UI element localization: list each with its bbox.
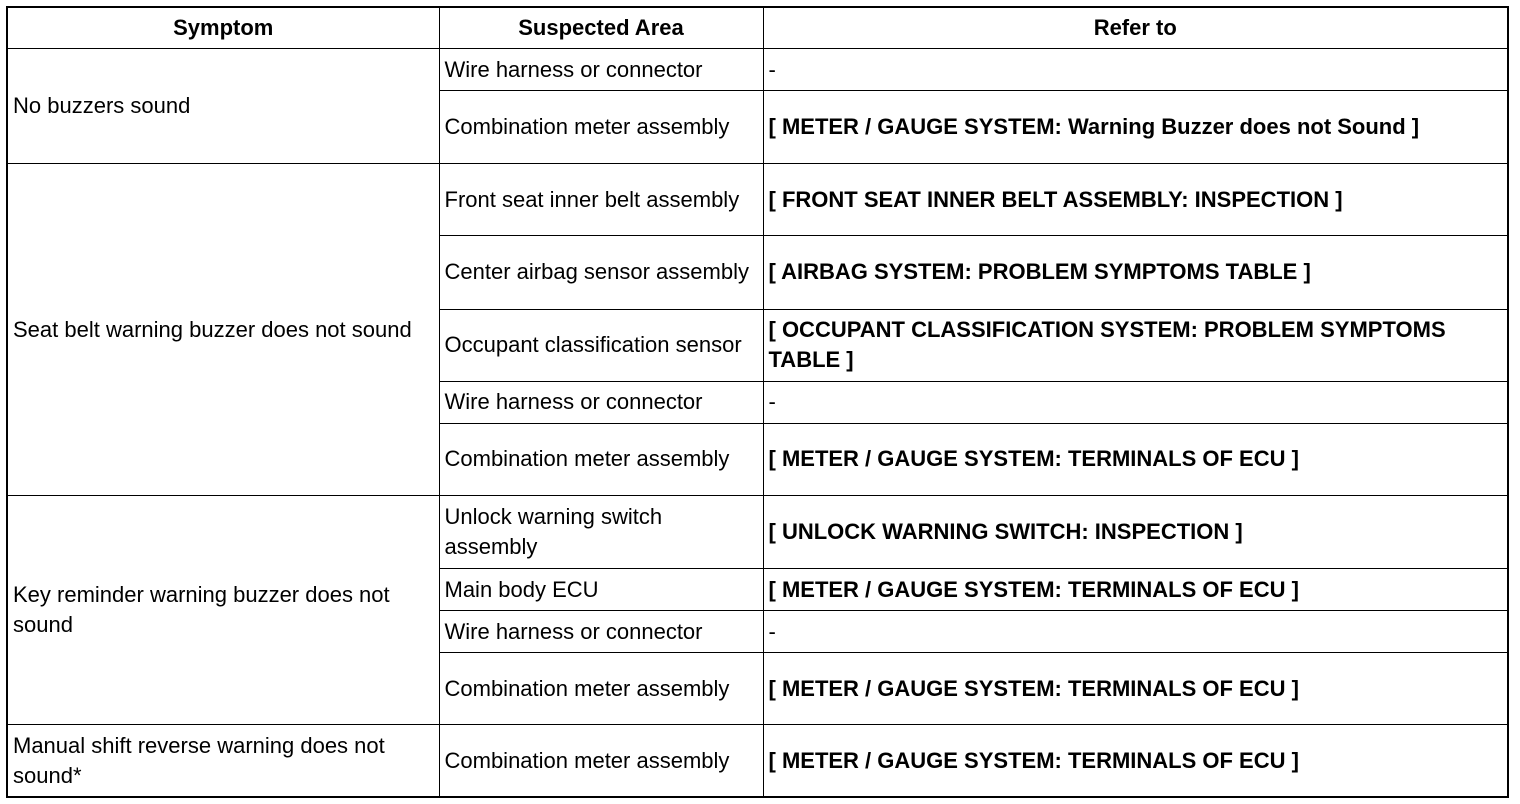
symptom-cell: Key reminder warning buzzer does not sound	[7, 495, 439, 724]
refer-link[interactable]: [ OCCUPANT CLASSIFICATION SYSTEM: PROBLEM SYMPTOMS TABLE ]	[763, 309, 1508, 381]
suspected-area-cell: Wire harness or connector	[439, 49, 763, 91]
header-refer-to: Refer to	[763, 7, 1508, 49]
refer-link[interactable]: [ FRONT SEAT INNER BELT ASSEMBLY: INSPECTION ]	[763, 164, 1508, 236]
refer-cell: -	[763, 611, 1508, 653]
header-suspected-area: Suspected Area	[439, 7, 763, 49]
refer-link[interactable]: [ METER / GAUGE SYSTEM: TERMINALS OF ECU ]	[763, 423, 1508, 495]
symptom-cell: No buzzers sound	[7, 49, 439, 164]
refer-link[interactable]: [ METER / GAUGE SYSTEM: TERMINALS OF ECU ]	[763, 725, 1508, 797]
suspected-area-cell: Combination meter assembly	[439, 725, 763, 797]
refer-link[interactable]: [ AIRBAG SYSTEM: PROBLEM SYMPTOMS TABLE ]	[763, 236, 1508, 309]
header-row	[7, 7, 1508, 49]
suspected-area-cell: Center airbag sensor assembly	[439, 236, 763, 309]
refer-link[interactable]: [ UNLOCK WARNING SWITCH: INSPECTION ]	[763, 495, 1508, 568]
suspected-area-cell: Unlock warning switch assembly	[439, 495, 763, 568]
suspected-area-cell: Main body ECU	[439, 569, 763, 611]
suspected-area-cell: Combination meter assembly	[439, 91, 763, 164]
suspected-area-cell: Combination meter assembly	[439, 423, 763, 495]
symptom-cell: Seat belt warning buzzer does not sound	[7, 164, 439, 496]
table-row	[7, 495, 1508, 568]
header-symptom: Symptom	[7, 7, 439, 49]
refer-link[interactable]: [ METER / GAUGE SYSTEM: TERMINALS OF ECU ]	[763, 569, 1508, 611]
refer-cell: -	[763, 49, 1508, 91]
table-row	[7, 164, 1508, 236]
table-row	[7, 49, 1508, 91]
symptom-table	[6, 6, 1509, 798]
suspected-area-cell: Combination meter assembly	[439, 653, 763, 725]
refer-cell: -	[763, 381, 1508, 423]
suspected-area-cell: Wire harness or connector	[439, 381, 763, 423]
refer-link[interactable]: [ METER / GAUGE SYSTEM: TERMINALS OF ECU ]	[763, 653, 1508, 725]
suspected-area-cell: Wire harness or connector	[439, 611, 763, 653]
symptom-cell: Manual shift reverse warning does not sound*	[7, 725, 439, 797]
suspected-area-cell: Front seat inner belt assembly	[439, 164, 763, 236]
refer-link[interactable]: [ METER / GAUGE SYSTEM: Warning Buzzer does not Sound ]	[763, 91, 1508, 164]
table-row	[7, 725, 1508, 797]
suspected-area-cell: Occupant classification sensor	[439, 309, 763, 381]
